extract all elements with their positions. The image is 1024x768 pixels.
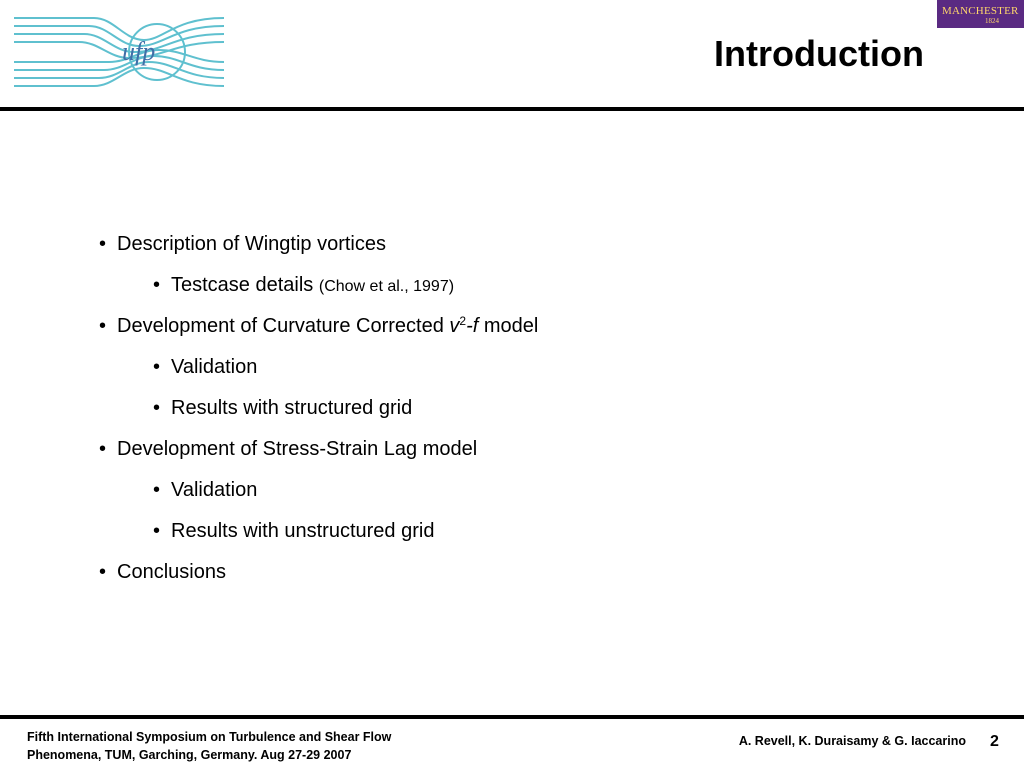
ufp-logo [14, 10, 224, 96]
bullet-text: Validation [171, 356, 258, 378]
bullet-math-f: -f [466, 315, 479, 337]
bullet-math-sup: 2 [459, 314, 467, 328]
manchester-logo-name: MANCHESTER [942, 5, 1019, 17]
page-number: 2 [990, 733, 999, 750]
bullet-reference: (Chow et al., 1997) [318, 278, 455, 295]
bullet-item [153, 478, 258, 502]
bullet-dot: • [153, 274, 161, 296]
bullet-item [99, 232, 386, 256]
bullet-dot: • [99, 233, 107, 255]
ufp-logo-text: ufp [122, 37, 156, 66]
manchester-logo [937, 0, 1024, 28]
bullet-text: Testcase details [171, 274, 314, 296]
bullet-item [153, 396, 413, 420]
bullet-text: Results with unstructured grid [171, 520, 435, 542]
bullet-item [99, 560, 226, 584]
bullet-dot: • [99, 315, 107, 337]
bullet-item [99, 314, 539, 338]
footer-divider [0, 715, 1024, 719]
bullet-text-after: model [483, 315, 539, 337]
bullet-math-v: v [449, 315, 460, 337]
bullet-dot: • [153, 397, 161, 419]
bullet-item [153, 355, 258, 379]
footer-conference-line2: Phenomena, TUM, Garching, Germany. Aug 27-29 2007 [27, 748, 352, 762]
bullet-item [99, 437, 478, 461]
header-divider [0, 107, 1024, 111]
footer-conference [27, 728, 467, 764]
bullet-text: Development of Curvature Corrected [117, 315, 444, 337]
manchester-logo-year: 1824 [985, 17, 999, 25]
bullet-item [153, 273, 455, 299]
bullet-dot: • [153, 356, 161, 378]
bullet-text: Development of Stress-Strain Lag model [117, 438, 478, 460]
bullet-dot: • [99, 561, 107, 583]
bullet-dot: • [99, 438, 107, 460]
footer-conference-line1: Fifth International Symposium on Turbulence and Shear Flow [27, 730, 392, 744]
bullet-text: Results with structured grid [171, 397, 413, 419]
footer-authors: A. Revell, K. Duraisamy & G. Iaccarino [738, 734, 966, 748]
bullet-item [153, 519, 435, 543]
bullet-dot: • [153, 520, 161, 542]
slide-title: Introduction [714, 33, 924, 74]
bullet-text: Description of Wingtip vortices [117, 233, 386, 255]
bullet-text: Conclusions [117, 561, 226, 583]
bullet-text: Validation [171, 479, 258, 501]
bullet-dot: • [153, 479, 161, 501]
